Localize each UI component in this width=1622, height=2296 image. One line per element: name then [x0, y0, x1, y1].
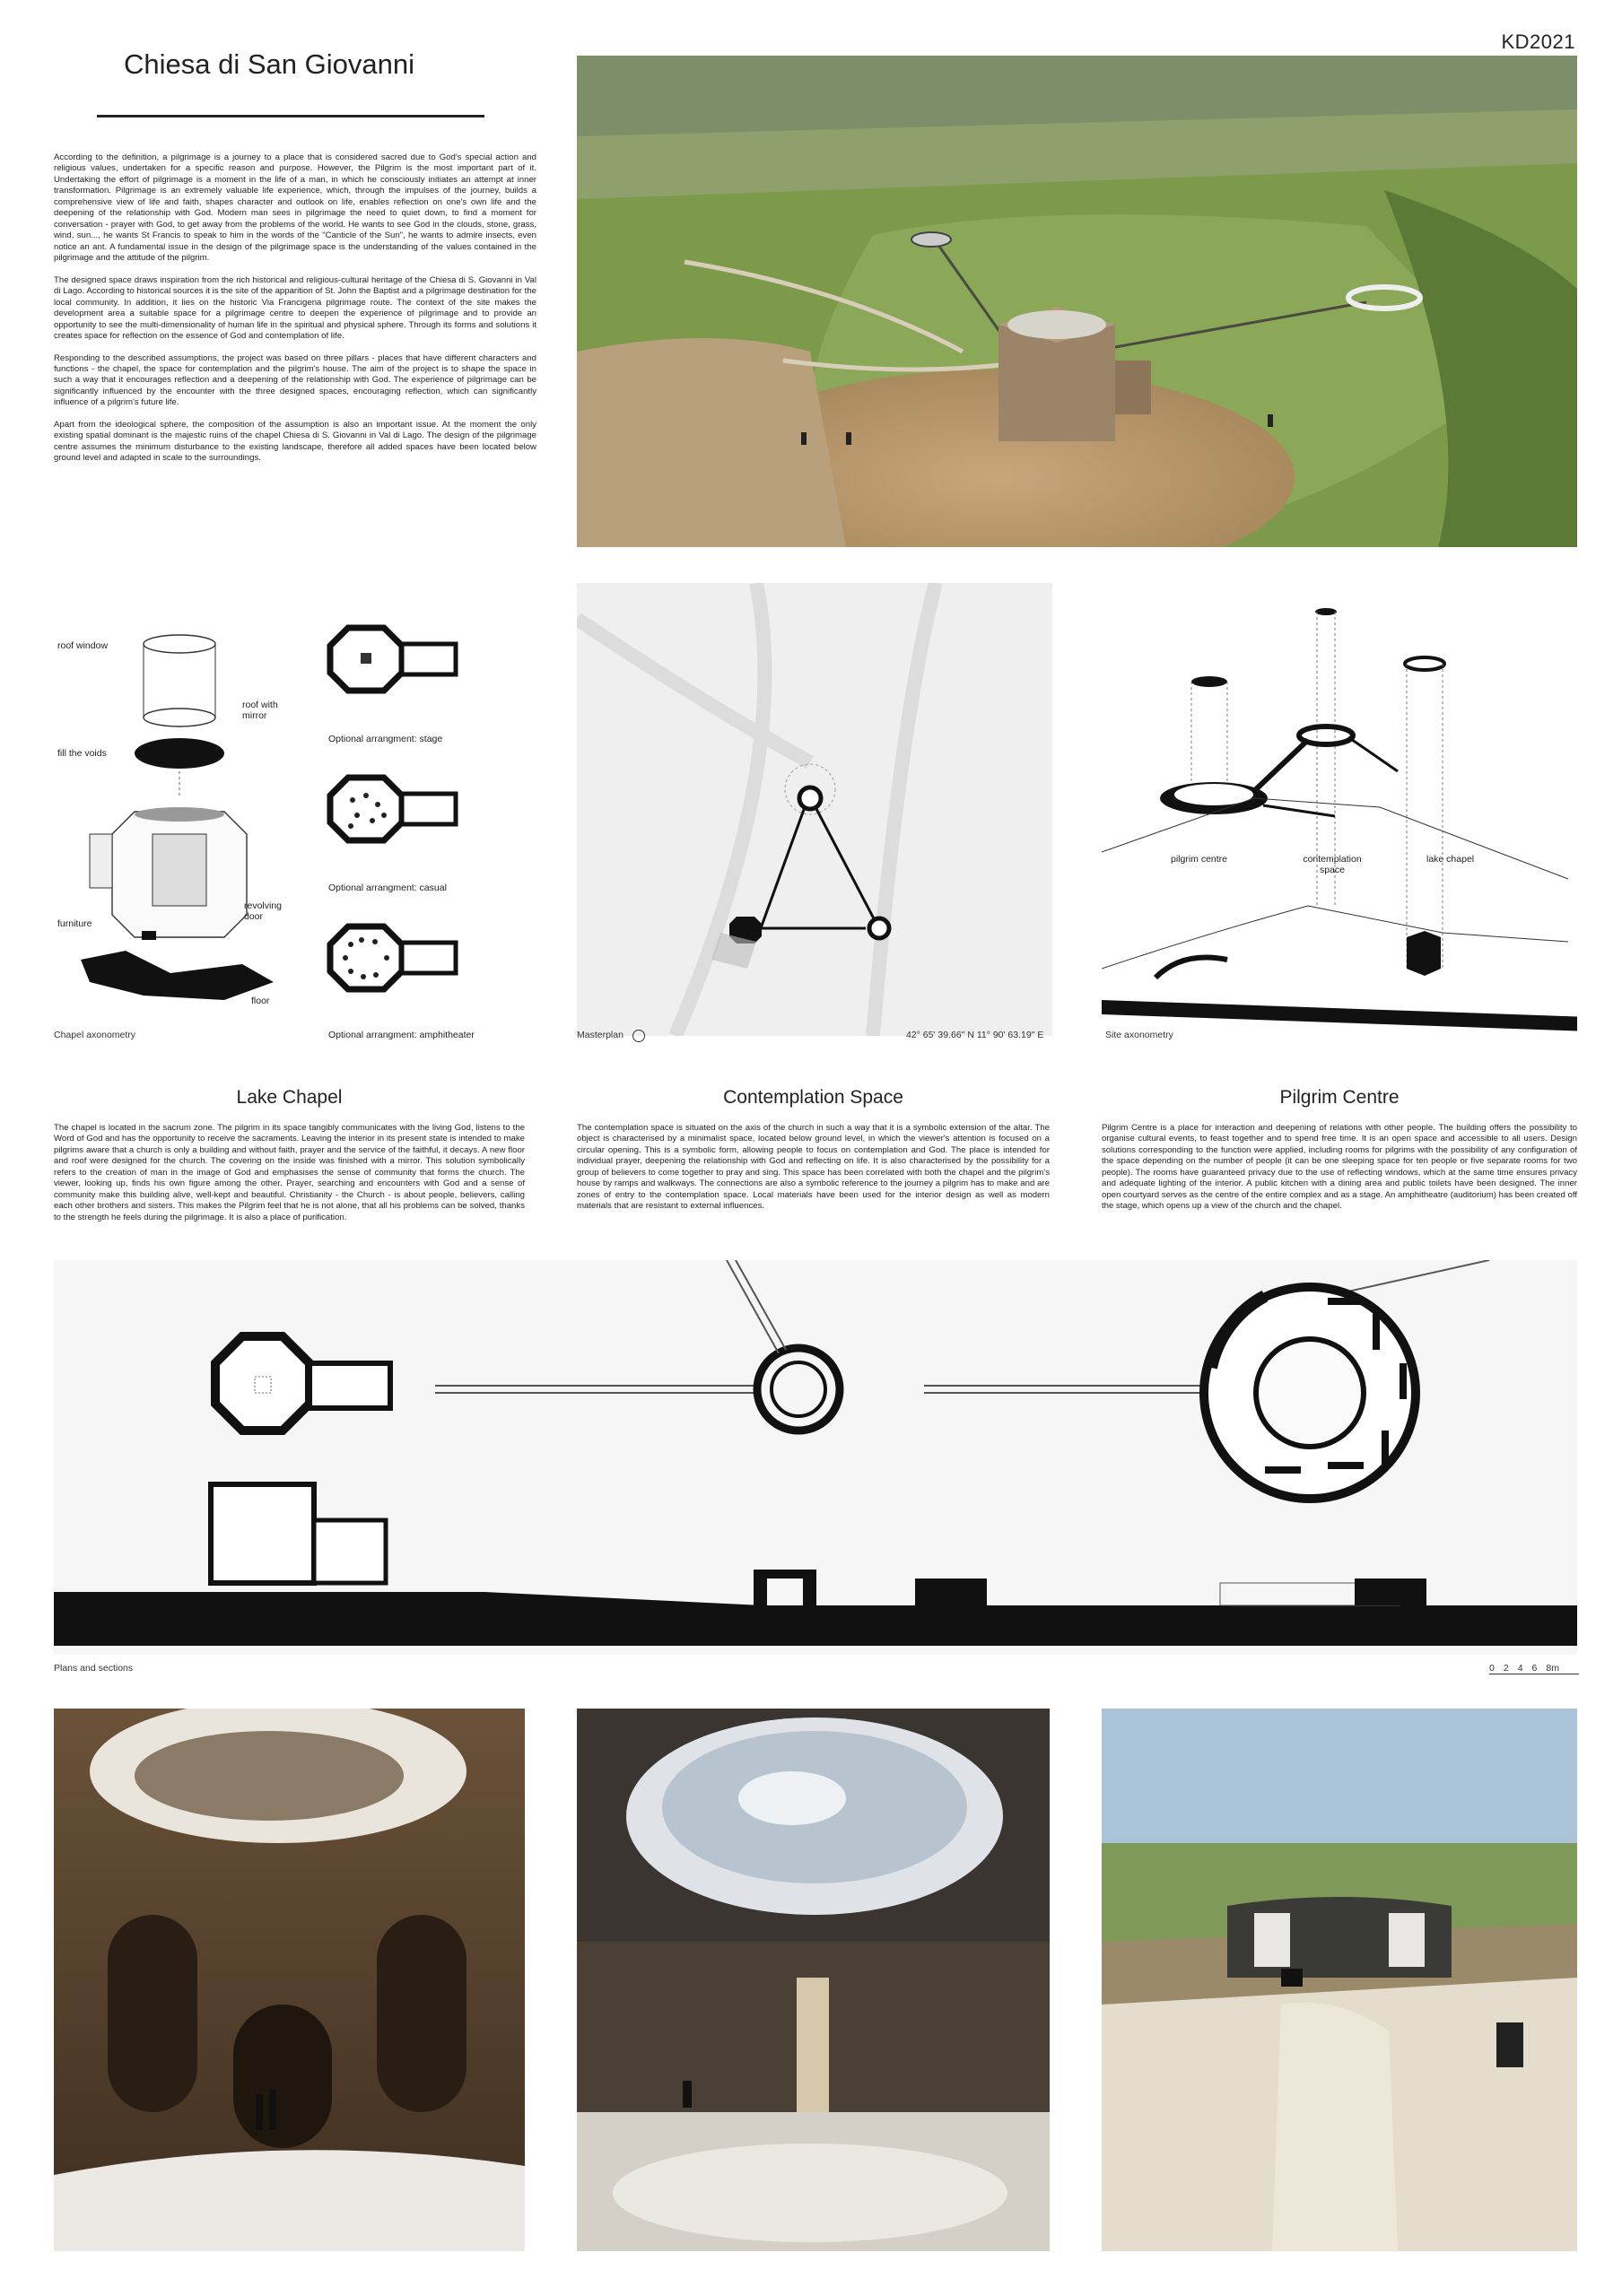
label-lake-chapel: lake chapel: [1426, 854, 1475, 865]
intro-paragraph-4: Apart from the ideological sphere, the composition of the assumption is also an important issue. At the moment the only existing spatial dominant is the majestic ruins of the chapel Chiesa di S. Giovanni in Val di Lago. The design of the pilgrimage centre assumes the minimum disturbance to the existing landscape, therefore all added spaces have been located below ground level and adapted in scale to the surroundings.: [54, 419, 536, 464]
scale-tick-2: 2: [1503, 1663, 1509, 1674]
label-furniture: furniture: [57, 918, 92, 929]
scale-tick-4: 4: [1517, 1663, 1523, 1674]
label-roof-window: roof window: [57, 640, 109, 651]
caption-arrangement-casual: Optional arrangment: casual: [328, 883, 447, 893]
scale-tick-8m: 8m: [1546, 1663, 1559, 1674]
sheet-code: KD2021: [1501, 30, 1575, 53]
caption-masterplan: Masterplan: [577, 1030, 624, 1040]
label-pilgrim-centre: pilgrim centre: [1171, 854, 1228, 865]
plans-and-sections-drawing: [54, 1260, 1577, 1655]
caption-chapel-axonometry: Chapel axonometry: [54, 1030, 136, 1040]
section-title-lake-chapel: Lake Chapel: [236, 1087, 343, 1108]
label-revolving-door: revolving door: [244, 900, 283, 922]
arrangement-plan-casual: [326, 769, 487, 849]
render-pilgrim-centre: [1102, 1709, 1577, 2251]
label-roof-mirror: roof with mirror: [242, 700, 278, 721]
section-text-lake-chapel: The chapel is located in the sacrum zone. The pilgrim in its space tangibly communicates with the living God, listens to the Word of God and has the opportunity to receive the sacraments. Leaving the interior in its present state is intended to make pilgrims aware that a church is only a building and without faith, prayer and the service of the faithful, it decays. A new floor and roof were designed for the church. The covering on the inside was finished with a mirror. This solution symbolically refers to the creation of man in the image of God and emphasises the sense of community that forms the church. The viewer, looking up, finds his own figure among the other. Prayer, searching and encounters with God and a sense of community make this building alive, well-kept and beautiful. Christianity - the Church - is about people, believers, calling each other brothers and sisters. This makes the Pilgrim feel that he is not alone, that all his problems can be solved, thanks to the strength he feels during the pilgrimage. It is also a place of purification.: [54, 1123, 525, 1222]
section-text-pilgrim-centre: Pilgrim Centre is a place for interaction and deepening of relations with other people. The building offers the possibility to organise cultural events, to feast together and to spend free time. It is an open space and accessible to all users. Design solutions corresponding to the function were applied, including rooms for pilgrims with the possibility of any configuration of the space depending on the number of people (it can be one sleeping space for ten people or five separate rooms for two people). The rooms have guaranteed privacy due to the use of reflecting windows, which at the same time ensures privacy and adequate lighting of the interior. A public kitchen with a dining area and public toilets have been designed. The inner open courtyard serves as the centre of the entire complex and as a stage. An amphitheatre (auditorium) has been created off the stage, which opens up a view of the church and the chapel.: [1102, 1123, 1577, 1212]
caption-plans-sections: Plans and sections: [54, 1663, 134, 1674]
render-lake-chapel-interior: [54, 1709, 525, 2251]
masterplan: [577, 583, 1052, 1036]
chapel-axonometry-drawing: [54, 619, 314, 1013]
title-underline: [97, 115, 484, 117]
scale-tick-6: 6: [1531, 1663, 1538, 1674]
north-arrow-icon: [632, 1030, 645, 1042]
scale-bar: [1489, 1663, 1579, 1674]
caption-arrangement-stage: Optional arrangment: stage: [328, 734, 443, 744]
arrangement-plan-stage: [326, 619, 487, 700]
render-contemplation-space: [577, 1709, 1050, 2251]
intro-paragraph-3: Responding to the described assumptions, the project was based on three pillars - places that have different characters and functions - the chapel, the space for contemplation and the pilgrim's house. The aim of the project is to shape the space in such a way that it encourages reflection and a deepening of the relationship with God. The experience of pilgrimage can be significantly influenced by the encounter with the three designed spaces, encouraging reflection, which can significantly influence of a pilgrim's future life.: [54, 352, 536, 408]
label-fill-voids: fill the voids: [57, 748, 107, 759]
section-text-contemplation-space: The contemplation space is situated on the axis of the church in such a way that it is a symbolic extension of the altar. The object is characterised by a minimalist space, located below ground level, in which the viewer's attention is focused on a circular opening. This is a symbolic form, allowing people to focus on contemplation and God. The place is intended for individual prayer, deepening the relationship with God and reflecting on life. It is also characterised by the possibility for a group of believers to come together to pray and sing. This space has been correlated with both the chapel and the pilgrim's house by ramps and walkways. The connections are also a symbolic reference to the journey a pilgrim has to make and are zones of entry to the contemplation space. Local materials have been used for the interior design as well as modern materials that are resistant to external influences.: [577, 1123, 1050, 1212]
section-title-contemplation-space: Contemplation Space: [723, 1087, 903, 1108]
label-contemplation-space: contemplation space: [1303, 854, 1362, 875]
aerial-photo: [577, 56, 1577, 547]
intro-paragraph-2: The designed space draws inspiration from the rich historical and religious-cultural heritage of the Chiesa di S. Giovanni in Val di Lago. According to historical sources it is the site of the apparition of St. John the Baptist and a pilgrimage destination for the local community. In addition, it lies on the historic Via Francigena pilgrimage route. The context of the site makes the development area a suitable space for a pilgrimage centre to deepen the experience of pilgrimage and to provide an opportunity to see the multi-dimensionality of human life in the spiritual and physical sphere. Through its forms and solutions it creates space for reflection on the essence of God and contemplation of life.: [54, 274, 536, 342]
caption-site-axonometry: Site axonometry: [1105, 1030, 1173, 1040]
arrangement-plan-amphitheater: [326, 918, 487, 998]
intro-paragraph-1: According to the definition, a pilgrimage is a journey to a place that is considered sacred due to God's special action and religious values, undertaken for a specific reason and purpose. However, the Pilgrim is the most important part of it. Undertaking the effort of pilgrimage is a moment in the life of a man, in which he consciously initiates an attempt at inner transformation. Pilgrimage is an extremely valuable life experience, which, through the impulses of the journey, builds a comprehensive view of life and faith, shapes character and outlook on life, enables reflection on one's own life and the deepening of the relationship with God. Modern man sees in pilgrimage the need to quiet down, to find a moment for conversation - prayer with God, to get away from the problems of the world. He wants to see God in the clouds, stone, grass, wind, sun..., he wants St Francis to speak to him in the words of the "Canticle of the Sun", he wants to admire insects, even notice an ant. A fundamental issue in the design of the pilgrimage space is the understanding of the values contained in the pilgrimage and the attitude of the pilgrim.: [54, 152, 536, 264]
site-axonometry-drawing: [1102, 592, 1577, 1031]
scale-tick-0: 0: [1489, 1663, 1495, 1674]
label-floor: floor: [251, 996, 270, 1006]
caption-arrangement-amphitheater: Optional arrangment: amphitheater: [328, 1030, 475, 1040]
page-title: Chiesa di San Giovanni: [124, 48, 414, 80]
intro-text: [54, 152, 536, 475]
section-title-pilgrim-centre: Pilgrim Centre: [1279, 1087, 1400, 1108]
masterplan-coordinates: 42° 65' 39.66" N 11° 90' 63.19" E: [906, 1030, 1044, 1040]
